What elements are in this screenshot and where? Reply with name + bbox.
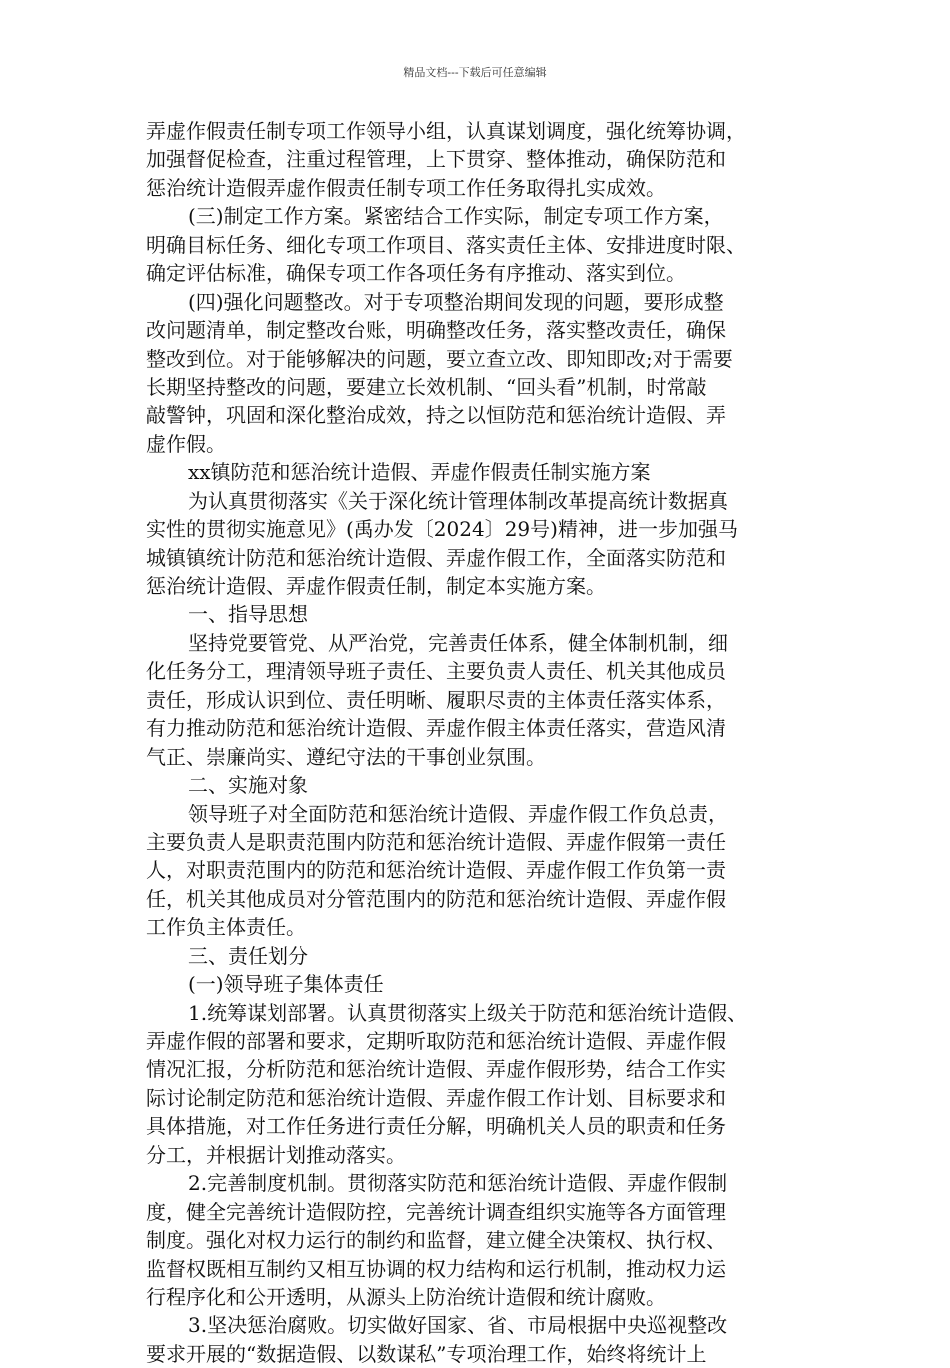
text-line: 领导班子对全面防范和惩治统计造假、弄虚作假工作负总责， [188,801,728,826]
text-line: xx镇防范和惩治统计造假、弄虚作假责任制实施方案 [188,460,651,485]
text-line: 3.坚决惩治腐败。切实做好国家、省、市局根据中央巡视整改 [188,1313,728,1338]
text-line: 情况汇报，分析防范和惩治统计造假、弄虚作假形势，结合工作实 [146,1057,726,1082]
text-line: (三)制定工作方案。紧密结合工作实际，制定专项工作方案， [188,204,724,229]
text-line: 惩治统计造假弄虚作假责任制专项工作任务取得扎实成效。 [146,175,666,200]
text-line: 2.完善制度机制。贯彻落实防范和惩治统计造假、弄虚作假制 [188,1171,728,1196]
text-line: 监督权既相互制约又相互协调的权力结构和运行机制，推动权力运 [146,1256,726,1281]
text-line: 化任务分工，理清领导班子责任、主要负责人责任、机关其他成员 [146,659,726,684]
text-line: 实性的贯彻实施意见》(禹办发〔2024〕29号)精神，进一步加强马 [146,517,738,542]
document-body [146,117,822,1368]
text-line: 任，机关其他成员对分管范围内的防范和惩治统计造假、弄虚作假 [146,886,726,911]
page-header: 精品文档---下载后可任意编辑 [403,66,547,79]
text-line: 加强督促检查，注重过程管理，上下贯穿、整体推动，确保防范和 [146,147,726,172]
text-line: 长期坚持整改的问题，要建立长效机制、“回头看”机制，时常敲 [146,374,707,399]
text-line: 明确目标任务、细化专项工作项目、落实责任主体、安排进度时限、 [146,232,746,257]
text-line: 制度。强化对权力运行的制约和监督，建立健全决策权、执行权、 [146,1228,726,1253]
text-line: 二、实施对象 [188,773,308,798]
text-line: 惩治统计造假、弄虚作假责任制，制定本实施方案。 [146,574,606,598]
text-line: 有力推动防范和惩治统计造假、弄虚作假主体责任落实，营造风清 [146,716,726,741]
text-line: 改问题清单，制定整改台账，明确整改任务，落实整改责任，确保 [146,318,726,343]
text-line: (四)强化问题整改。对于专项整治期间发现的问题，要形成整 [188,289,724,314]
text-line: 弄虚作假责任制专项工作领导小组，认真谋划调度，强化统筹协调， [146,119,746,143]
text-line: 行程序化和公开透明，从源头上防治统计造假和统计腐败。 [146,1284,666,1309]
text-line: 际讨论制定防范和惩治统计造假、弄虚作假工作计划、目标要求和 [146,1085,726,1110]
text-line: 敲警钟，巩固和深化整治成效，持之以恒防范和惩治统计造假、弄 [146,403,726,428]
text-line: 要求开展的“数据造假、以数谋私”专项治理工作，始终将统计上 [146,1341,707,1366]
text-line: 城镇镇统计防范和惩治统计造假、弄虚作假工作，全面落实防范和 [146,545,726,570]
text-line: 坚持党要管党、从严治党，完善责任体系，健全体制机制，细 [188,630,728,655]
text-line: 三、责任划分 [188,943,308,968]
text-line: 为认真贯彻落实《关于深化统计管理体制改革提高统计数据真 [188,488,728,513]
text-line: 确定评估标准，确保专项工作各项任务有序推动、落实到位。 [146,261,686,286]
text-line: 整改到位。对于能够解决的问题，要立查立改、即知即改;对于需要 [146,346,733,371]
text-line: 分工，并根据计划推动落实。 [146,1142,406,1167]
text-line: 具体措施，对工作任务进行责任分解，明确机关人员的职责和任务 [146,1114,726,1139]
text-line: 一、指导思想 [188,602,308,627]
text-line: 人，对职责范围内的防范和惩治统计造假、弄虚作假工作负第一责 [146,858,726,883]
text-line: 气正、崇廉尚实、遵纪守法的干事创业氛围。 [146,744,546,769]
text-line: 工作负主体责任。 [146,915,306,940]
text-line: 度，健全完善统计造假防控，完善统计调查组织实施等各方面管理 [146,1199,726,1224]
text-line: 主要负责人是职责范围内防范和惩治统计造假、弄虚作假第一责任 [146,829,726,854]
text-line: 虚作假。 [146,431,226,456]
text-line: 弄虚作假的部署和要求，定期听取防范和惩治统计造假、弄虚作假 [146,1029,726,1053]
text-line: 1.统筹谋划部署。认真贯彻落实上级关于防范和惩治统计造假、 [188,1000,748,1025]
text-line: 责任，形成认识到位、责任明晰、履职尽责的主体责任落实体系， [146,687,726,712]
text-line: (一)领导班子集体责任 [188,972,384,997]
